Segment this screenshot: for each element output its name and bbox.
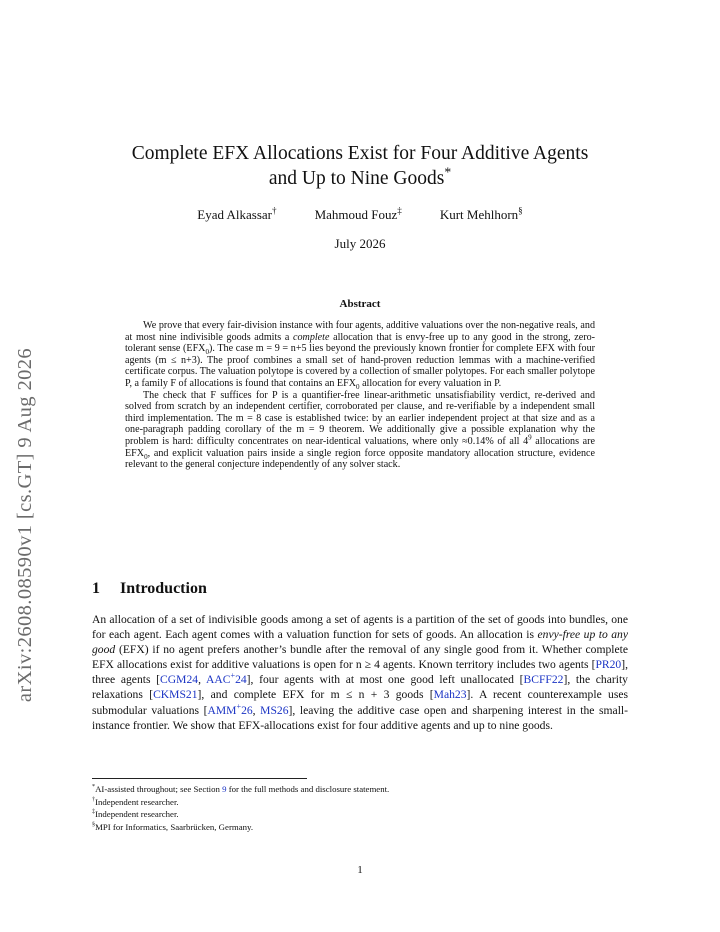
- citation-link[interactable]: PR20: [595, 658, 622, 672]
- section-number: 1: [92, 580, 100, 597]
- citation-link[interactable]: CGM24: [160, 673, 199, 687]
- footnotes: [92, 783, 389, 833]
- title-footnote-mark: *: [444, 164, 452, 180]
- footnote: ‡Independent researcher.: [92, 809, 179, 819]
- footnote-rule: [92, 778, 307, 779]
- section-link[interactable]: 9: [222, 784, 227, 794]
- introduction-body: [92, 612, 628, 733]
- title-line-1: Complete EFX Allocations Exist for Four Additive Agents: [131, 143, 589, 164]
- citation-link[interactable]: Mah23: [433, 688, 467, 702]
- citation-link[interactable]: CKMS21: [153, 688, 198, 702]
- citation-link[interactable]: MS26: [260, 703, 289, 717]
- abstract-paragraph-2: The check that F suffices for P is a quantifier-free linear-arithmetic unsatisfiability verdict, re-derived and solved from scratch by an independent certifier, corroborated per clause, and re-verifiable by a independent small third implementation. The m = 8 case is established twice: by an earlier independent project at that size and as a one-paragraph padding corollary of the m = 9 theorem. We additionally give a possible explanation why the problem is hard: difficulty concentrates on near-identical valuations, where only ≈0.14% of all $4^9$ allocations are $EFX_0$, and explicit valuation pairs inside a single region force opposite mandatory allocation structure, evidence relevant to the general conjecture independently of any solver stack.: [125, 389, 595, 471]
- abstract-body: [125, 320, 595, 471]
- footnote: *AI-assisted throughout; see Section 9 for the full methods and disclosure statement.: [92, 784, 390, 794]
- footnote: †Independent researcher.: [92, 796, 179, 807]
- footnote: §MPI for Informatics, Saarbrücken, Germany.: [92, 821, 254, 832]
- citation-link[interactable]: AAC+24: [206, 671, 247, 687]
- citation-link[interactable]: BCFF22: [523, 673, 564, 687]
- title-line-2: and Up to Nine Goods*: [268, 164, 452, 189]
- paper-title: [92, 141, 628, 191]
- section-title: Introduction: [120, 580, 207, 597]
- author-list: [92, 207, 628, 223]
- paper-date: July 2026: [334, 236, 386, 251]
- page-number: 1: [357, 864, 363, 876]
- author: Mahmoud Fouz‡: [314, 205, 402, 222]
- author: Eyad Alkassar†: [197, 205, 277, 222]
- citation-link[interactable]: AMM+26: [207, 701, 253, 717]
- arxiv-identifier-text: arXiv:2608.08590v1 [cs.GT] 9 Aug 2026: [14, 347, 36, 703]
- section-heading-introduction: [92, 580, 207, 598]
- abstract-heading: Abstract: [339, 298, 381, 310]
- introduction-paragraph: An allocation of a set of indivisible goods among a set of agents is a partition of the set of goods into bundles, one for each agent. Each agent comes with a valuation function for sets of goods. An allocation is envy-free up to any good (EFX) if no agent prefers another’s bundle after the removal of any single good from it. Whether complete EFX allocations exist for additive valuations is open for n ≥ 4 agents. Known territory includes two agents [PR20], three agents [CGM24, AAC+24], four agents with at most one good left unallocated [BCFF22], the charity relaxations [CKMS21], and complete EFX for m ≤ n + 3 goods [Mah23]. A recent counterexample uses submodular valuations [AMM+26, MS26], leaving the additive case open and sharpening interest in the small-instance frontier. We show that EFX-allocations exist for four additive agents and up to nine goods.: [92, 613, 629, 732]
- author: Kurt Mehlhorn§: [439, 205, 523, 222]
- abstract-paragraph-1: We prove that every fair-division instance with four agents, additive valuations over the non-negative reals, and at most nine indivisible goods admits a complete allocation that is envy-free up to any good in the strong, zero-tolerant sense $(EFX_0)$. The case m = 9 = n+5 lies beyond the previously known frontier for complete EFX with four agents (m ≤ n+3). The proof combines a small set of hand-proven reduction lemmas with a machine-verified certificate corpus. The valuation polytope is covered by a collection of smaller polytopes. For each smaller polytope P, a family F of allocations is found that contains an $EFX_0$ allocation for every valuation in P.: [125, 320, 595, 391]
